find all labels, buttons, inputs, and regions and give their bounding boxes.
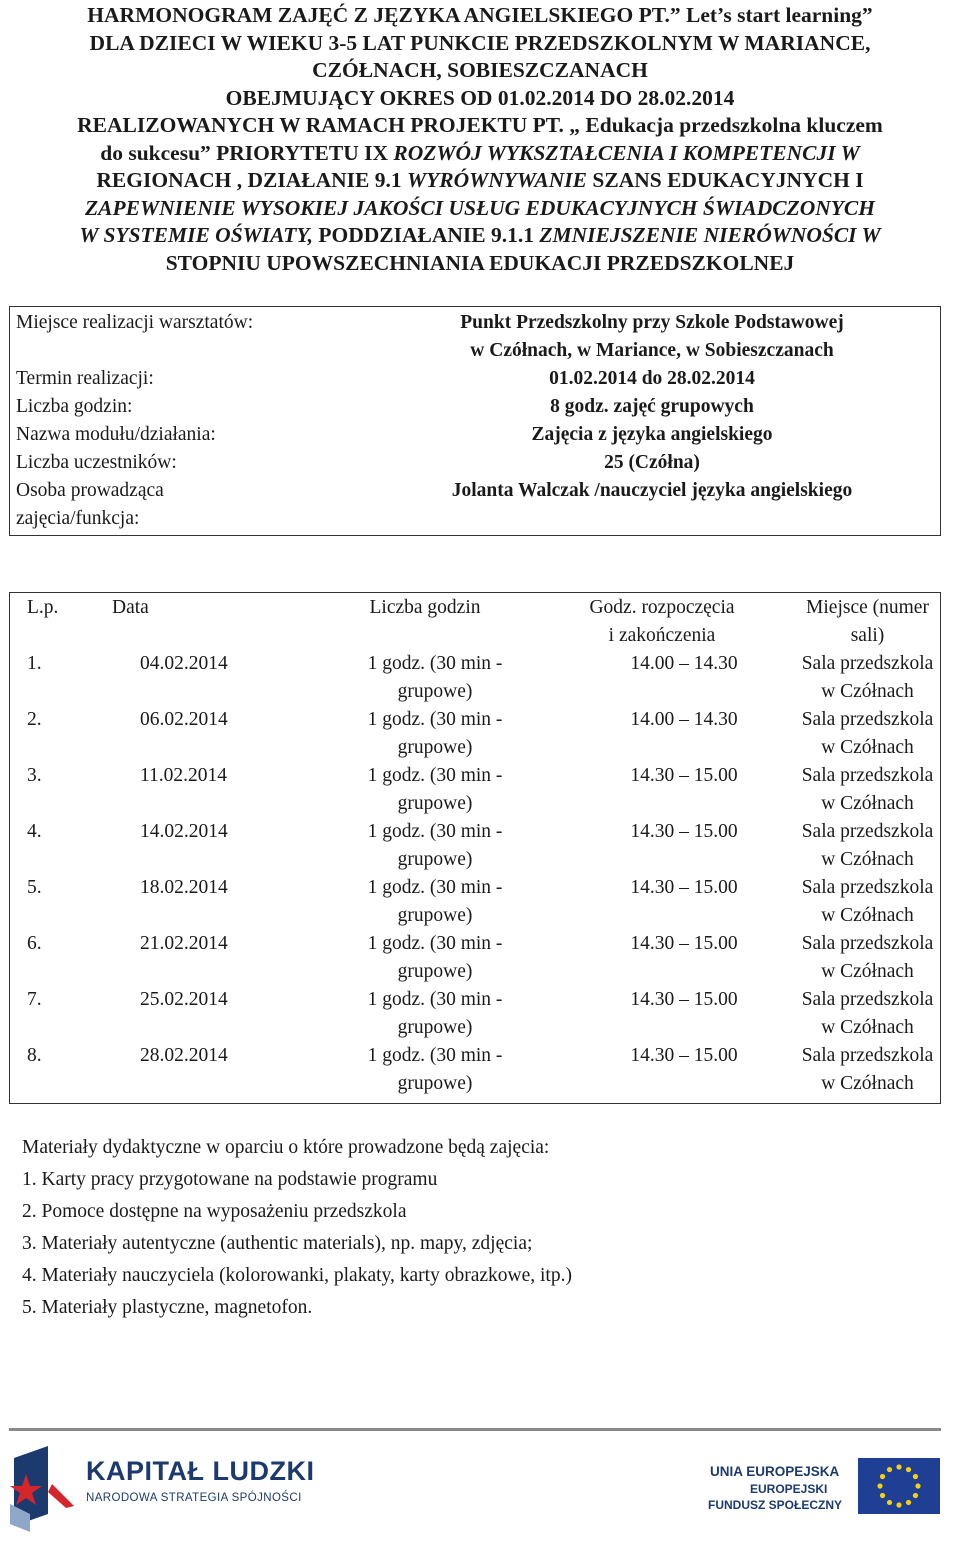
cell-place: Sala przedszkola w Czółnach <box>801 709 934 758</box>
cell-place: Sala przedszkola w Czółnach <box>801 933 934 982</box>
cell-place: Sala przedszkola w Czółnach <box>801 653 934 702</box>
cell-date: 18.02.2014 <box>140 877 228 898</box>
info-value: Zajęcia z języka angielskiego <box>364 421 941 449</box>
info-row-place <box>10 307 941 366</box>
cell-date: 04.02.2014 <box>140 653 228 674</box>
info-label: Osoba prowadząca zajęcia/funkcja: <box>10 477 365 536</box>
eu-star-icon <box>896 1464 901 1469</box>
kapital-ludzki-logo <box>8 1444 428 1534</box>
col-header-date: Data <box>112 597 149 618</box>
cell-hours: 1 godz. (30 min - grupowe) <box>367 821 503 870</box>
eu-star-icon <box>880 1474 885 1479</box>
schedule-header-row <box>9 594 941 650</box>
info-row-term <box>10 365 941 393</box>
title-line: CZÓŁNACH, SOBIESZCZANACH <box>312 58 648 82</box>
table-row <box>9 986 941 1042</box>
cell-hours: 1 godz. (30 min - grupowe) <box>367 709 503 758</box>
title-line: W SYSTEMIE OŚWIATY, PODDZIAŁANIE 9.1.1 ZMNIEJSZENIE NIERÓWNOŚCI W <box>79 223 881 247</box>
eu-star-icon <box>913 1493 918 1498</box>
eu-logo-line2: EUROPEJSKI <box>750 1482 828 1496</box>
eu-fund-logo <box>690 1452 942 1532</box>
col-header-time: Godz. rozpoczęcia i zakończenia <box>589 597 735 646</box>
table-row <box>9 874 941 930</box>
eu-star-icon <box>896 1502 901 1507</box>
title-line: ZAPEWNIENIE WYSOKIEJ JAKOŚCI USŁUG EDUKACYJNYCH ŚWIADCZONYCH <box>85 195 875 220</box>
info-value: Jolanta Walczak /nauczyciel języka angielskiego <box>364 477 941 536</box>
table-row <box>9 930 941 986</box>
cell-hours: 1 godz. (30 min - grupowe) <box>367 1045 503 1094</box>
info-value: Punkt Przedszkolny przy Szkole Podstawowej w Czółnach, w Mariance, w Sobieszczanach <box>364 307 941 366</box>
cell-lp: 1. <box>27 653 42 674</box>
materials-item: 4. Materiały nauczyciela (kolorowanki, plakaty, karty obrazkowe, itp.) <box>22 1265 572 1286</box>
cell-hours: 1 godz. (30 min - grupowe) <box>367 653 503 702</box>
info-row-teacher <box>10 477 941 536</box>
eu-star-icon <box>906 1500 911 1505</box>
info-table <box>9 306 941 536</box>
cell-time: 14.30 – 15.00 <box>630 989 738 1010</box>
col-header-place: Miejsce (numer sali) <box>806 597 929 646</box>
cell-lp: 7. <box>27 989 42 1010</box>
info-row-module <box>10 421 941 449</box>
cell-date: 11.02.2014 <box>140 765 228 786</box>
title-line: do sukcesu” PRIORYTETU IX ROZWÓJ WYKSZTAŁCENIA I KOMPETENCJI W <box>100 140 860 165</box>
title-line: OBEJMUJĄCY OKRES OD 01.02.2014 DO 28.02.2014 <box>225 85 735 110</box>
cell-place: Sala przedszkola w Czółnach <box>801 821 934 870</box>
cell-date: 14.02.2014 <box>140 821 228 842</box>
info-label: Miejsce realizacji warsztatów: <box>10 307 365 366</box>
cell-time: 14.30 – 15.00 <box>630 933 738 954</box>
col-header-lp: L.p. <box>27 597 59 618</box>
eu-star-icon <box>877 1483 882 1488</box>
table-row <box>9 1042 941 1098</box>
cell-time: 14.00 – 14.30 <box>630 653 738 674</box>
info-value: 8 godz. zajęć grupowych <box>364 393 941 421</box>
materials-section <box>22 1132 572 1324</box>
cell-lp: 4. <box>27 821 42 842</box>
eu-logo-line3: FUNDUSZ SPOŁECZNY <box>708 1498 843 1512</box>
eu-star-icon <box>915 1483 920 1488</box>
table-row <box>9 706 941 762</box>
cell-place: Sala przedszkola w Czółnach <box>801 1045 934 1094</box>
eu-star-icon <box>913 1474 918 1479</box>
materials-heading: Materiały dydaktyczne w oparciu o które prowadzone będą zajęcia: <box>22 1137 550 1158</box>
cell-time: 14.30 – 15.00 <box>630 821 738 842</box>
cell-hours: 1 godz. (30 min - grupowe) <box>367 933 503 982</box>
eu-star-icon <box>887 1500 892 1505</box>
table-row <box>9 762 941 818</box>
info-label: Nazwa modułu/działania: <box>10 421 365 449</box>
cell-hours: 1 godz. (30 min - grupowe) <box>367 877 503 926</box>
cell-lp: 5. <box>27 877 42 898</box>
cell-lp: 3. <box>27 765 42 786</box>
cell-place: Sala przedszkola w Czółnach <box>801 765 934 814</box>
kapital-ludzki-title: KAPITAŁ LUDZKI <box>86 1456 315 1486</box>
eu-star-icon <box>906 1467 911 1472</box>
cell-date: 21.02.2014 <box>140 933 228 954</box>
materials-item: 5. Materiały plastyczne, magnetofon. <box>22 1297 313 1318</box>
cell-time: 14.30 – 15.00 <box>630 765 738 786</box>
info-label: Termin realizacji: <box>10 365 365 393</box>
kapital-ludzki-emblem-icon <box>8 1444 78 1532</box>
cell-place: Sala przedszkola w Czółnach <box>801 877 934 926</box>
footer-divider <box>9 1428 941 1431</box>
kapital-ludzki-subtitle: NARODOWA STRATEGIA SPÓJNOŚCI <box>86 1492 302 1504</box>
materials-item: 3. Materiały autentyczne (authentic materials), np. mapy, zdjęcia; <box>22 1233 533 1254</box>
title-line: REALIZOWANYCH W RAMACH PROJEKTU PT. „ Edukacja przedszkolna kluczem <box>77 113 883 137</box>
cell-hours: 1 godz. (30 min - grupowe) <box>367 989 503 1038</box>
info-value: 01.02.2014 do 28.02.2014 <box>364 365 941 393</box>
cell-date: 25.02.2014 <box>140 989 228 1010</box>
cell-lp: 8. <box>27 1045 42 1066</box>
title-line: REGIONACH , DZIAŁANIE 9.1 WYRÓWNYWANIE SZANS EDUKACYJNYCH I <box>96 168 864 192</box>
document-title <box>0 2 960 277</box>
col-header-hours: Liczba godzin <box>369 597 481 618</box>
cell-lp: 2. <box>27 709 42 730</box>
table-row <box>9 650 941 706</box>
cell-place: Sala przedszkola w Czółnach <box>801 989 934 1038</box>
eu-flag-icon <box>858 1458 940 1514</box>
eu-star-icon <box>880 1493 885 1498</box>
info-value: 25 (Czółna) <box>364 449 941 477</box>
info-label: Liczba godzin: <box>10 393 365 421</box>
info-row-hours <box>10 393 941 421</box>
materials-item: 1. Karty pracy przygotowane na podstawie programu <box>22 1169 438 1190</box>
title-line: STOPNIU UPOWSZECHNIANIA EDUKACJI PRZEDSZKOLNEJ <box>165 250 795 275</box>
cell-date: 06.02.2014 <box>140 709 228 730</box>
schedule-table <box>9 594 941 1098</box>
title-line: DLA DZIECI W WIEKU 3-5 LAT PUNKCIE PRZEDSZKOLNYM W MARIANCE, <box>89 30 871 55</box>
info-label: Liczba uczestników: <box>10 449 365 477</box>
title-line: HARMONOGRAM ZAJĘĆ Z JĘZYKA ANGIELSKIEGO PT.” Let’s start learning” <box>87 3 873 27</box>
cell-time: 14.30 – 15.00 <box>630 877 738 898</box>
cell-date: 28.02.2014 <box>140 1045 228 1066</box>
cell-hours: 1 godz. (30 min - grupowe) <box>367 765 503 814</box>
cell-time: 14.00 – 14.30 <box>630 709 738 730</box>
eu-logo-line1: UNIA EUROPEJSKA <box>710 1464 840 1479</box>
cell-lp: 6. <box>27 933 42 954</box>
cell-time: 14.30 – 15.00 <box>630 1045 738 1066</box>
info-row-participants <box>10 449 941 477</box>
materials-item: 2. Pomoce dostępne na wyposażeniu przedszkola <box>22 1201 407 1222</box>
table-row <box>9 818 941 874</box>
eu-star-icon <box>887 1467 892 1472</box>
